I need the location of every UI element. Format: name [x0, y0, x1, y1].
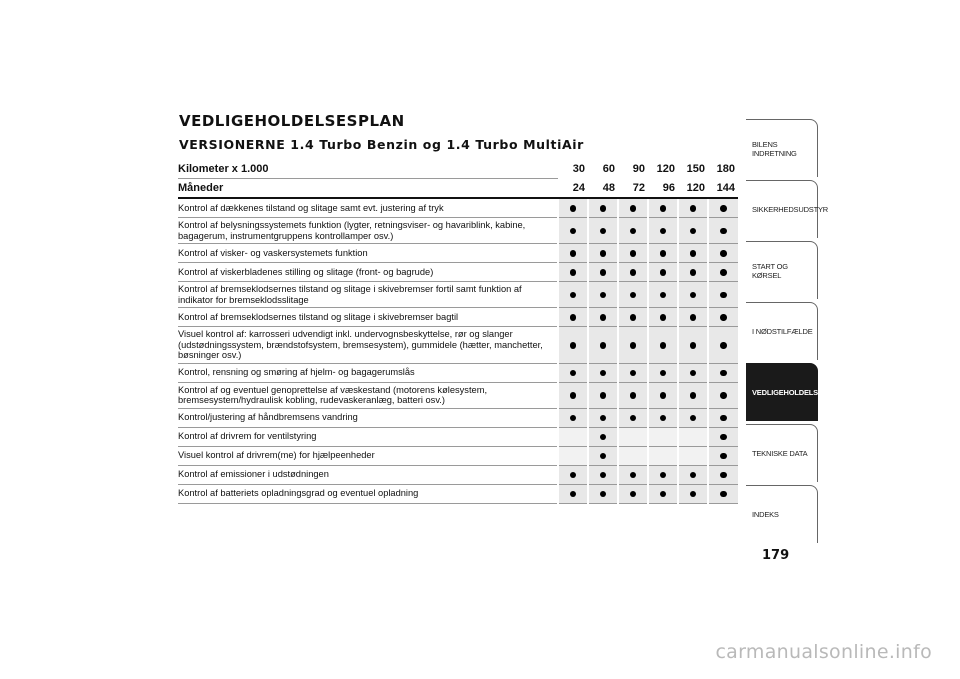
check-dot-icon — [600, 250, 607, 257]
chapter-tab-label: I NØDSTILFÆLDE — [752, 327, 813, 336]
table-row — [178, 446, 738, 465]
interval-check-cell — [678, 218, 708, 244]
interval-check-cell — [648, 263, 678, 282]
interval-check-cell — [558, 465, 588, 484]
interval-check-cell — [618, 198, 648, 218]
check-dot-icon — [690, 415, 697, 422]
km-value: 180 — [708, 160, 738, 179]
months-label: Måneder — [178, 179, 558, 199]
check-dot-icon — [570, 205, 577, 212]
months-value: 72 — [618, 179, 648, 199]
interval-check-cell — [708, 363, 738, 382]
interval-check-cell — [618, 308, 648, 327]
section-subtitle: VERSIONERNE 1.4 Turbo Benzin og 1.4 Turbo MultiAir — [179, 137, 584, 152]
interval-check-cell — [708, 446, 738, 465]
interval-check-cell — [558, 218, 588, 244]
check-dot-icon — [570, 370, 577, 377]
check-dot-icon — [660, 415, 667, 422]
check-dot-icon — [690, 228, 697, 235]
table-row — [178, 282, 738, 308]
check-dot-icon — [660, 342, 667, 349]
table-row — [178, 427, 738, 446]
check-dot-icon — [660, 228, 667, 235]
check-dot-icon — [690, 491, 697, 498]
interval-check-cell — [708, 427, 738, 446]
months-header-row — [178, 179, 738, 199]
check-dot-icon — [630, 292, 637, 299]
task-description: Kontrol/justering af håndbremsens vandring — [178, 408, 558, 427]
check-dot-icon — [630, 415, 637, 422]
check-dot-icon — [600, 472, 607, 479]
check-dot-icon — [570, 250, 577, 257]
interval-check-cell — [588, 363, 618, 382]
interval-check-cell — [678, 244, 708, 263]
chapter-tab-label: SIKKERHEDSUDSTYR — [752, 205, 828, 214]
chapter-tab[interactable] — [746, 302, 818, 360]
interval-check-cell — [618, 218, 648, 244]
interval-check-cell — [678, 308, 708, 327]
check-dot-icon — [660, 370, 667, 377]
chapter-tab[interactable] — [746, 485, 818, 543]
km-value: 120 — [648, 160, 678, 179]
interval-check-cell — [708, 408, 738, 427]
chapter-tabs — [746, 119, 828, 546]
check-dot-icon — [720, 415, 727, 422]
interval-check-cell — [558, 382, 588, 408]
interval-check-cell — [648, 408, 678, 427]
check-dot-icon — [660, 314, 667, 321]
interval-check-cell — [648, 465, 678, 484]
interval-check-cell — [588, 446, 618, 465]
interval-check-cell — [588, 282, 618, 308]
table-row — [178, 198, 738, 218]
interval-check-cell — [678, 408, 708, 427]
interval-check-cell — [708, 218, 738, 244]
check-dot-icon — [660, 250, 667, 257]
interval-check-cell — [648, 308, 678, 327]
watermark: carmanualsonline.info — [715, 641, 932, 663]
check-dot-icon — [720, 314, 727, 321]
check-dot-icon — [570, 342, 577, 349]
check-dot-icon — [630, 392, 637, 399]
interval-check-cell — [678, 263, 708, 282]
check-dot-icon — [630, 250, 637, 257]
task-description: Kontrol af bremseklodsernes tilstand og slitage i skivebremser fortil samt funktion af indikator for bremseklodsslitage — [178, 282, 558, 308]
task-description: Kontrol af bremseklodsernes tilstand og slitage i skivebremser bagtil — [178, 308, 558, 327]
interval-check-cell — [648, 363, 678, 382]
task-description: Kontrol af viskerbladenes stilling og slitage (front- og bagrude) — [178, 263, 558, 282]
check-dot-icon — [570, 415, 577, 422]
chapter-tab-label: INDEKS — [752, 510, 779, 519]
interval-check-cell — [708, 263, 738, 282]
interval-check-cell — [588, 465, 618, 484]
interval-check-cell — [558, 263, 588, 282]
check-dot-icon — [720, 292, 727, 299]
page-title: VEDLIGEHOLDELSESPLAN — [179, 112, 405, 130]
chapter-tab[interactable] — [746, 180, 828, 238]
interval-check-cell — [588, 427, 618, 446]
check-dot-icon — [630, 205, 637, 212]
interval-check-cell — [708, 484, 738, 503]
km-value: 150 — [678, 160, 708, 179]
interval-check-cell — [708, 382, 738, 408]
table-row — [178, 465, 738, 484]
check-dot-icon — [660, 472, 667, 479]
km-value: 30 — [558, 160, 588, 179]
km-label: Kilometer x 1.000 — [178, 160, 558, 179]
interval-check-cell — [558, 198, 588, 218]
interval-check-cell — [588, 327, 618, 364]
interval-check-cell — [588, 308, 618, 327]
interval-check-cell — [618, 327, 648, 364]
check-dot-icon — [570, 392, 577, 399]
interval-check-cell — [618, 408, 648, 427]
interval-check-cell — [618, 465, 648, 484]
interval-check-cell — [708, 244, 738, 263]
km-value: 90 — [618, 160, 648, 179]
interval-check-cell — [648, 218, 678, 244]
check-dot-icon — [690, 269, 697, 276]
chapter-tab-label: BILENS INDRETNING — [752, 139, 797, 158]
check-dot-icon — [600, 392, 607, 399]
check-dot-icon — [600, 415, 607, 422]
interval-check-cell — [618, 263, 648, 282]
interval-check-cell — [588, 484, 618, 503]
maintenance-schedule-table — [178, 160, 738, 504]
interval-check-cell — [648, 484, 678, 503]
check-dot-icon — [690, 342, 697, 349]
interval-check-cell — [708, 282, 738, 308]
interval-check-cell — [648, 244, 678, 263]
task-description: Visuel kontrol af drivrem(me) for hjælpeenheder — [178, 446, 558, 465]
interval-check-cell — [588, 244, 618, 263]
check-dot-icon — [720, 342, 727, 349]
task-description: Kontrol af og eventuel genoprettelse af væskestand (motorens kølesystem, bremsesystem/hydraulisk kobling, rudevaskeranlæg, batteri osv.) — [178, 382, 558, 408]
interval-check-cell — [678, 382, 708, 408]
task-description: Visuel kontrol af: karrosseri udvendigt inkl. undervognsbeskyttelse, rør og slanger (udstødningssystem, brændstofsystem, bremsesystem), gummidele (hætter, manchetter, bøsninger osv.) — [178, 327, 558, 364]
months-value: 96 — [648, 179, 678, 199]
task-description: Kontrol af drivrem for ventilstyring — [178, 427, 558, 446]
check-dot-icon — [600, 269, 607, 276]
months-value: 24 — [558, 179, 588, 199]
interval-check-cell — [678, 484, 708, 503]
check-dot-icon — [570, 228, 577, 235]
months-value: 144 — [708, 179, 738, 199]
chapter-tab[interactable] — [746, 363, 823, 421]
check-dot-icon — [690, 472, 697, 479]
check-dot-icon — [720, 370, 727, 377]
check-dot-icon — [570, 269, 577, 276]
table-row — [178, 308, 738, 327]
interval-check-cell — [558, 408, 588, 427]
check-dot-icon — [660, 292, 667, 299]
check-dot-icon — [630, 342, 637, 349]
chapter-tab-label: START OG KØRSEL — [752, 261, 788, 280]
interval-check-cell — [558, 327, 588, 364]
check-dot-icon — [660, 392, 667, 399]
interval-empty-cell — [678, 427, 708, 446]
km-header-row — [178, 160, 738, 179]
check-dot-icon — [720, 269, 727, 276]
check-dot-icon — [720, 491, 727, 498]
table-row — [178, 363, 738, 382]
interval-check-cell — [558, 308, 588, 327]
interval-check-cell — [588, 382, 618, 408]
table-row — [178, 327, 738, 364]
check-dot-icon — [600, 292, 607, 299]
check-dot-icon — [600, 205, 607, 212]
interval-check-cell — [708, 198, 738, 218]
check-dot-icon — [570, 491, 577, 498]
check-dot-icon — [630, 228, 637, 235]
interval-check-cell — [588, 408, 618, 427]
check-dot-icon — [690, 205, 697, 212]
interval-empty-cell — [558, 427, 588, 446]
interval-check-cell — [648, 198, 678, 218]
check-dot-icon — [720, 250, 727, 257]
check-dot-icon — [630, 491, 637, 498]
task-description: Kontrol af batteriets opladningsgrad og eventuel opladning — [178, 484, 558, 503]
check-dot-icon — [600, 342, 607, 349]
check-dot-icon — [720, 453, 727, 460]
interval-check-cell — [708, 308, 738, 327]
check-dot-icon — [570, 314, 577, 321]
table-row — [178, 408, 738, 427]
check-dot-icon — [720, 228, 727, 235]
table-row — [178, 263, 738, 282]
table-row — [178, 382, 738, 408]
check-dot-icon — [600, 453, 607, 460]
table-row — [178, 218, 738, 244]
check-dot-icon — [690, 370, 697, 377]
check-dot-icon — [600, 434, 607, 441]
interval-empty-cell — [648, 446, 678, 465]
interval-check-cell — [648, 282, 678, 308]
check-dot-icon — [600, 370, 607, 377]
interval-empty-cell — [648, 427, 678, 446]
interval-check-cell — [558, 484, 588, 503]
chapter-tab[interactable] — [746, 241, 818, 299]
check-dot-icon — [720, 392, 727, 399]
interval-check-cell — [648, 327, 678, 364]
check-dot-icon — [600, 314, 607, 321]
check-dot-icon — [630, 314, 637, 321]
check-dot-icon — [720, 205, 727, 212]
months-value: 120 — [678, 179, 708, 199]
check-dot-icon — [690, 314, 697, 321]
interval-empty-cell — [618, 446, 648, 465]
km-value: 60 — [588, 160, 618, 179]
check-dot-icon — [630, 472, 637, 479]
check-dot-icon — [600, 228, 607, 235]
task-description: Kontrol af emissioner i udstødningen — [178, 465, 558, 484]
interval-check-cell — [588, 198, 618, 218]
interval-empty-cell — [618, 427, 648, 446]
interval-check-cell — [618, 484, 648, 503]
interval-empty-cell — [558, 446, 588, 465]
chapter-tab-label: TEKNISKE DATA — [752, 449, 808, 458]
check-dot-icon — [690, 392, 697, 399]
check-dot-icon — [660, 269, 667, 276]
interval-empty-cell — [678, 446, 708, 465]
page-number: 179 — [762, 548, 790, 563]
task-description: Kontrol, rensning og smøring af hjelm- og bagagerumslås — [178, 363, 558, 382]
interval-check-cell — [618, 382, 648, 408]
interval-check-cell — [708, 327, 738, 364]
check-dot-icon — [570, 472, 577, 479]
interval-check-cell — [678, 282, 708, 308]
interval-check-cell — [678, 327, 708, 364]
interval-check-cell — [588, 263, 618, 282]
interval-check-cell — [648, 382, 678, 408]
task-description: Kontrol af belysningssystemets funktion (lygter, retningsviser- og havariblink, kabine, bagagerum, instrumentgruppens kontrollamper osv.) — [178, 218, 558, 244]
chapter-tab-label: VEDLIGEHOLDELSE — [752, 388, 823, 397]
interval-check-cell — [618, 282, 648, 308]
interval-check-cell — [708, 465, 738, 484]
check-dot-icon — [660, 491, 667, 498]
interval-check-cell — [558, 244, 588, 263]
interval-check-cell — [588, 218, 618, 244]
check-dot-icon — [720, 434, 727, 441]
interval-check-cell — [678, 363, 708, 382]
interval-check-cell — [618, 244, 648, 263]
table-row — [178, 244, 738, 263]
check-dot-icon — [690, 292, 697, 299]
check-dot-icon — [630, 269, 637, 276]
check-dot-icon — [630, 370, 637, 377]
check-dot-icon — [690, 250, 697, 257]
interval-check-cell — [678, 198, 708, 218]
chapter-tab[interactable] — [746, 119, 818, 177]
check-dot-icon — [660, 205, 667, 212]
check-dot-icon — [600, 491, 607, 498]
task-description: Kontrol af dækkenes tilstand og slitage samt evt. justering af tryk — [178, 198, 558, 218]
chapter-tab[interactable] — [746, 424, 818, 482]
interval-check-cell — [678, 465, 708, 484]
interval-check-cell — [618, 363, 648, 382]
check-dot-icon — [720, 472, 727, 479]
check-dot-icon — [570, 292, 577, 299]
task-description: Kontrol af visker- og vaskersystemets funktion — [178, 244, 558, 263]
interval-check-cell — [558, 363, 588, 382]
interval-check-cell — [558, 282, 588, 308]
months-value: 48 — [588, 179, 618, 199]
table-row — [178, 484, 738, 503]
